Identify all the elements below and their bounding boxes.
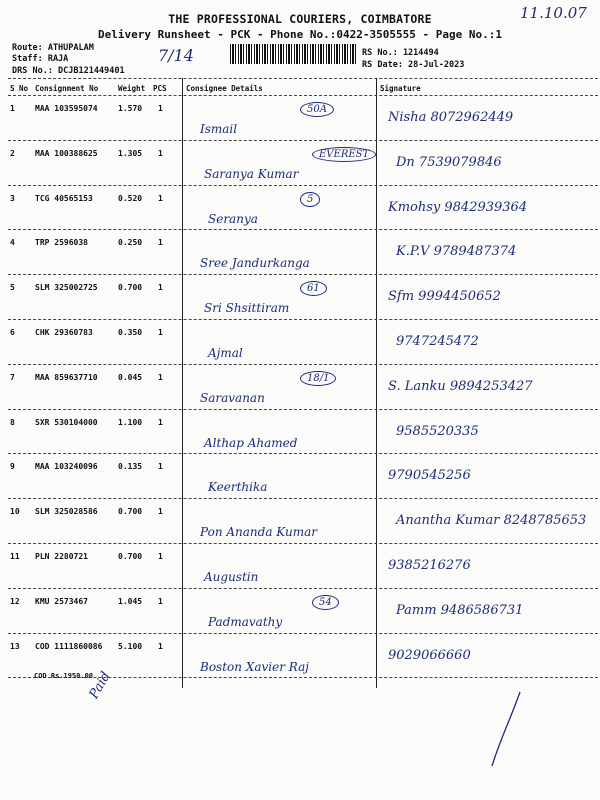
consignee-name: Keerthika bbox=[208, 480, 268, 495]
column-divider-signature bbox=[376, 78, 377, 688]
row-pcs: 1 bbox=[158, 372, 163, 382]
row-weight: 0.350 bbox=[118, 328, 143, 337]
row-consignment: SLM 325028586 bbox=[35, 507, 98, 517]
row-weight: 1.570 bbox=[118, 104, 143, 113]
column-divider-consignee bbox=[182, 78, 183, 688]
page-mark: 7/14 bbox=[158, 46, 194, 65]
row-consignment: TRP 2596038 bbox=[35, 238, 88, 248]
row-sno: 7 bbox=[10, 372, 15, 382]
consignee-name: Padmavathy bbox=[208, 614, 283, 629]
row-consignment: COD 1111860086 bbox=[35, 641, 103, 651]
row-consignment: PLN 2280721 bbox=[35, 552, 88, 561]
row-consignment: TCG 40565153 bbox=[35, 193, 93, 203]
signature-entry: 9585520335 bbox=[396, 423, 479, 439]
row-sno: 10 bbox=[10, 507, 20, 517]
row-weight: 1.100 bbox=[118, 417, 143, 427]
row-separator bbox=[8, 453, 598, 454]
consignee-name: Augustin bbox=[204, 570, 259, 584]
row-separator bbox=[8, 588, 598, 589]
row-consignment: MAA 859637710 bbox=[35, 372, 98, 382]
row-consignment: CHK 29360783 bbox=[35, 328, 93, 337]
row-pcs: 1 bbox=[158, 462, 163, 472]
row-separator bbox=[8, 274, 598, 275]
consignee-name: Althap Ahamed bbox=[204, 435, 298, 450]
signature-entry: Pamm 9486586731 bbox=[396, 602, 524, 618]
rs-number: RS No.: 1214494 bbox=[362, 48, 439, 58]
row-pcs: 1 bbox=[158, 641, 163, 651]
cod-amount: COD Rs.1950.00 bbox=[34, 672, 94, 680]
row-pcs: 1 bbox=[158, 104, 163, 113]
row-sno: 11 bbox=[10, 552, 20, 561]
consignee-name: Saravanan bbox=[200, 390, 265, 405]
row-weight: 5.100 bbox=[118, 641, 143, 651]
signature-entry: K.P.V 9789487374 bbox=[396, 244, 517, 260]
col-consignment: Consignment No bbox=[35, 84, 99, 93]
row-separator bbox=[8, 409, 598, 410]
pen-scribble bbox=[480, 690, 540, 770]
row-separator bbox=[8, 498, 598, 499]
row-separator bbox=[8, 229, 598, 230]
signature-entry: Nisha 8072962449 bbox=[388, 110, 514, 125]
consignee-mark: 61 bbox=[300, 281, 327, 296]
barcode bbox=[230, 44, 356, 64]
header-rule bbox=[8, 95, 598, 96]
col-weight: Weight bbox=[118, 84, 146, 93]
row-weight: 0.700 bbox=[118, 283, 143, 293]
row-sno: 4 bbox=[10, 238, 15, 248]
row-weight: 0.700 bbox=[118, 552, 143, 561]
row-sno: 9 bbox=[10, 462, 15, 472]
row-separator bbox=[8, 185, 598, 186]
row-separator bbox=[8, 364, 598, 365]
rs-date: RS Date: 28-Jul-2023 bbox=[362, 60, 465, 70]
consignee-name: Sri Shsittiram bbox=[204, 301, 290, 316]
row-consignment: MAA 100388625 bbox=[35, 148, 98, 158]
row-sno: 6 bbox=[10, 328, 15, 337]
row-consignment: KMU 2573467 bbox=[35, 596, 88, 606]
row-weight: 1.305 bbox=[118, 148, 143, 158]
row-separator bbox=[8, 633, 598, 634]
row-pcs: 1 bbox=[158, 596, 163, 606]
consignee-name: Sree Jandurkanga bbox=[200, 256, 310, 271]
paid-note: Paid bbox=[86, 669, 114, 702]
signature-entry: Kmohsy 9842939364 bbox=[388, 199, 528, 215]
table-top-rule bbox=[8, 78, 598, 79]
row-weight: 0.520 bbox=[118, 193, 143, 203]
consignee-name: Saranya Kumar bbox=[204, 166, 299, 181]
row-sno: 8 bbox=[10, 417, 15, 427]
row-consignment: MAA 103240096 bbox=[35, 462, 98, 472]
row-pcs: 1 bbox=[158, 148, 163, 158]
signature-entry: 9790545256 bbox=[388, 468, 471, 484]
handwritten-date: 11.10.07 bbox=[520, 4, 587, 22]
row-pcs: 1 bbox=[158, 193, 163, 203]
row-consignment: SLM 325002725 bbox=[35, 283, 98, 293]
row-pcs: 1 bbox=[158, 283, 163, 293]
signature-entry: 9385216276 bbox=[388, 558, 471, 573]
company-title: THE PROFESSIONAL COURIERS, COIMBATORE bbox=[168, 12, 432, 26]
row-consignment: SXR 530104000 bbox=[35, 417, 98, 427]
row-weight: 0.250 bbox=[118, 238, 143, 248]
row-weight: 0.045 bbox=[118, 372, 143, 382]
drs-number: DRS No.: DCJB121449401 bbox=[12, 66, 125, 76]
consignee-name: Pon Ananda Kumar bbox=[200, 525, 317, 540]
consignee-name: Ismail bbox=[200, 122, 238, 136]
row-sno: 2 bbox=[10, 148, 15, 158]
row-sno: 12 bbox=[10, 596, 20, 606]
row-pcs: 1 bbox=[158, 552, 163, 561]
row-consignment: MAA 103595074 bbox=[35, 104, 98, 113]
consignee-name: Boston Xavier Raj bbox=[200, 659, 309, 674]
signature-entry: 9029066660 bbox=[388, 647, 471, 663]
consignee-mark: 54 bbox=[312, 595, 339, 610]
row-pcs: 1 bbox=[158, 328, 163, 337]
row-pcs: 1 bbox=[158, 417, 163, 427]
row-sno: 13 bbox=[10, 641, 20, 651]
runsheet-subtitle: Delivery Runsheet - PCK - Phone No.:0422-3505555 - Page No.:1 bbox=[98, 28, 502, 41]
staff-label: Staff: RAJA bbox=[12, 54, 69, 64]
consignee-mark: 50A bbox=[300, 102, 334, 117]
row-separator bbox=[8, 543, 598, 544]
col-consignee: Consignee Details bbox=[186, 84, 263, 93]
row-weight: 0.700 bbox=[118, 507, 143, 517]
consignee-mark: 18/1 bbox=[300, 371, 336, 386]
col-signature: Signature bbox=[380, 84, 421, 93]
col-sno: S No bbox=[10, 84, 29, 93]
col-pcs: PCS bbox=[153, 84, 167, 93]
consignee-mark: 5 bbox=[300, 192, 320, 207]
signature-entry: Sfm 9994450652 bbox=[388, 289, 501, 305]
row-pcs: 1 bbox=[158, 238, 163, 248]
row-sno: 1 bbox=[10, 104, 15, 113]
consignee-mark: EVEREST bbox=[312, 147, 376, 162]
row-pcs: 1 bbox=[158, 507, 163, 517]
row-sno: 3 bbox=[10, 193, 15, 203]
row-weight: 1.045 bbox=[118, 596, 143, 606]
signature-entry: Anantha Kumar 8248785653 bbox=[396, 513, 587, 529]
signature-entry: S. Lanku 9894253427 bbox=[388, 378, 533, 394]
row-separator bbox=[8, 319, 598, 320]
signature-entry: Dn 7539079846 bbox=[396, 154, 502, 170]
row-separator bbox=[8, 140, 598, 141]
consignee-name: Ajmal bbox=[208, 346, 243, 360]
row-sno: 5 bbox=[10, 283, 15, 293]
route-label: Route: ATHUPALAM bbox=[12, 43, 94, 53]
consignee-name: Seranya bbox=[208, 211, 258, 226]
signature-entry: 9747245472 bbox=[396, 334, 479, 349]
row-weight: 0.135 bbox=[118, 462, 143, 472]
